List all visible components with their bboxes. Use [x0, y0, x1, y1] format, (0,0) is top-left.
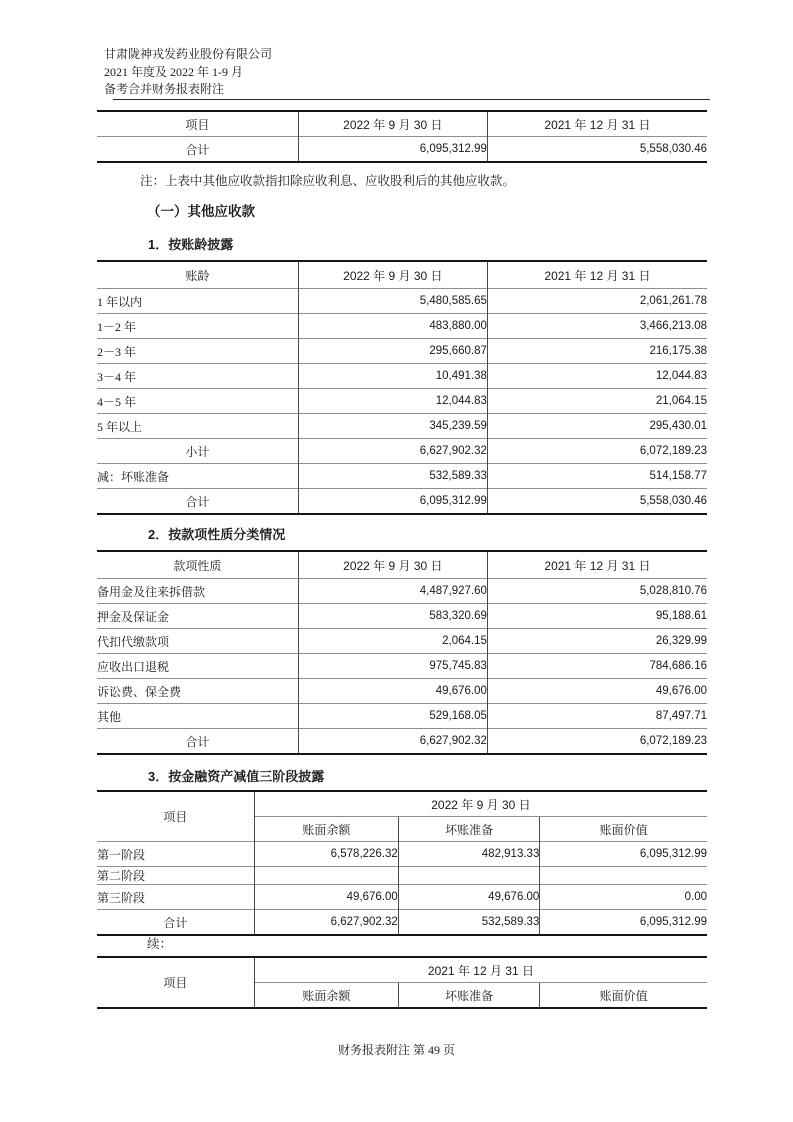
- stages-header-row-1: [97, 791, 707, 817]
- row-label: 4－5 年: [97, 389, 298, 414]
- row-baddebt: [398, 867, 540, 885]
- stages-table: [97, 790, 707, 936]
- continuation-date-header: 2021 年 12 月 31 日: [254, 957, 707, 983]
- summary-col-item: 项目: [185, 117, 210, 132]
- stages-date-header: 2022 年 9 月 30 日: [254, 791, 707, 817]
- row-label: 第一阶段: [97, 842, 254, 867]
- continuation-table: [97, 956, 707, 1009]
- stages-col-balance: 账面余额: [254, 817, 398, 842]
- row-value-2021: 216,175.38: [487, 339, 707, 364]
- row-value-2021: 21,064.15: [487, 389, 707, 414]
- row-value-2021: 3,466,213.08: [487, 314, 707, 339]
- row-value-2021: 6,072,189.23: [487, 439, 707, 464]
- continuation-header-row-1: [97, 957, 707, 983]
- row-label: 备用金及往来拆借款: [97, 579, 298, 604]
- row-label: 第三阶段: [97, 885, 254, 910]
- row-value-2022: 49,676.00: [298, 679, 487, 704]
- nature-col-2022: 2022 年 9 月 30 日: [298, 551, 487, 579]
- summary-total-row: [97, 137, 707, 163]
- summary-col-2021: 2021 年 12 月 31 日: [487, 111, 707, 137]
- aging-header-row: [97, 261, 707, 289]
- row-bookvalue: 0.00: [540, 885, 707, 910]
- row-value-2021: 6,072,189.23: [487, 729, 707, 755]
- row-value-2021: 5,558,030.46: [487, 489, 707, 515]
- letterhead: [104, 46, 272, 99]
- continuation-col-balance: 账面余额: [254, 983, 398, 1009]
- row-bookvalue: 6,095,312.99: [540, 910, 707, 936]
- aging-col-2021: 2021 年 12 月 31 日: [487, 261, 707, 289]
- table-row: [97, 289, 707, 314]
- row-value-2021: 49,676.00: [487, 679, 707, 704]
- continuation-col-item: 项目: [163, 976, 188, 990]
- row-value-2022: 12,044.83: [298, 389, 487, 414]
- table-row: [97, 629, 707, 654]
- row-bookvalue: 6,095,312.99: [540, 842, 707, 867]
- row-baddebt: 49,676.00: [398, 885, 540, 910]
- row-balance: 49,676.00: [254, 885, 398, 910]
- nature-header-row: [97, 551, 707, 579]
- row-label: 诉讼费、保全费: [97, 679, 298, 704]
- row-value-2021: 87,497.71: [487, 704, 707, 729]
- continuation-col-bookvalue: 账面价值: [540, 983, 707, 1009]
- section-title: （一）其他应收款: [147, 204, 255, 219]
- row-value-2021: 295,430.01: [487, 414, 707, 439]
- row-label: 其他: [97, 704, 298, 729]
- table-row: [97, 679, 707, 704]
- table-row: [97, 842, 707, 867]
- row-value-2021: 514,158.77: [487, 464, 707, 489]
- table-row: [97, 654, 707, 679]
- row-value-2022: 583,320.69: [298, 604, 487, 629]
- continuation-col-baddebt: 坏账准备: [398, 983, 540, 1009]
- row-balance: 6,578,226.32: [254, 842, 398, 867]
- row-value-2022: 6,627,902.32: [298, 439, 487, 464]
- table-row: [97, 464, 707, 489]
- document-title: 备考合并财务报表附注: [104, 82, 225, 96]
- nature-col-2021: 2021 年 12 月 31 日: [487, 551, 707, 579]
- total-row: [97, 729, 707, 755]
- row-value-2021: 95,188.61: [487, 604, 707, 629]
- subtotal-row: [97, 439, 707, 464]
- row-label: 5 年以上: [97, 414, 298, 439]
- row-label: 1－2 年: [97, 314, 298, 339]
- row-value-2022: 529,168.05: [298, 704, 487, 729]
- row-value-2022: 975,745.83: [298, 654, 487, 679]
- summary-table: [97, 110, 707, 163]
- row-label: 合计: [97, 729, 298, 755]
- table-row: [97, 414, 707, 439]
- table-row: [97, 867, 707, 885]
- row-value-2021: 784,686.16: [487, 654, 707, 679]
- row-label: 合计: [97, 489, 298, 515]
- row-value-2021: 5,028,810.76: [487, 579, 707, 604]
- nature-table: [97, 550, 707, 755]
- row-value-2022: 6,095,312.99: [298, 489, 487, 515]
- stages-col-item: 项目: [163, 810, 188, 824]
- table-row: [97, 364, 707, 389]
- summary-total-2022: 6,095,312.99: [298, 137, 487, 163]
- row-balance: [254, 867, 398, 885]
- row-value-2022: 345,239.59: [298, 414, 487, 439]
- row-value-2022: 295,660.87: [298, 339, 487, 364]
- table-row: [97, 314, 707, 339]
- row-value-2022: 483,880.00: [298, 314, 487, 339]
- aging-title: 1．按账龄披露: [148, 237, 234, 252]
- row-bookvalue: [540, 867, 707, 885]
- table-row: [97, 339, 707, 364]
- stages-col-baddebt: 坏账准备: [398, 817, 540, 842]
- row-label: 合计: [97, 910, 254, 936]
- row-value-2022: 5,480,585.65: [298, 289, 487, 314]
- report-period: 2021 年度及 2022 年 1-9 月: [104, 64, 243, 79]
- row-value-2022: 6,627,902.32: [298, 729, 487, 755]
- continuation-label: 续：: [147, 937, 173, 951]
- nature-title: 2．按款项性质分类情况: [148, 527, 286, 542]
- row-value-2022: 532,589.33: [298, 464, 487, 489]
- stages-col-bookvalue: 账面价值: [540, 817, 707, 842]
- row-value-2021: 12,044.83: [487, 364, 707, 389]
- row-label: 3－4 年: [97, 364, 298, 389]
- header-divider: [113, 99, 710, 100]
- summary-col-2022: 2022 年 9 月 30 日: [298, 111, 487, 137]
- row-label: 押金及保证金: [97, 604, 298, 629]
- table-row: [97, 389, 707, 414]
- summary-header-row: [97, 111, 707, 137]
- row-label: 第二阶段: [97, 867, 254, 885]
- row-label: 代扣代缴款项: [97, 629, 298, 654]
- row-value-2021: 26,329.99: [487, 629, 707, 654]
- row-value-2021: 2,061,261.78: [487, 289, 707, 314]
- row-label: 小计: [97, 439, 298, 464]
- table-row: [97, 604, 707, 629]
- nature-col-label: 款项性质: [173, 558, 222, 573]
- aging-col-label: 账龄: [185, 268, 210, 283]
- row-label: 1 年以内: [97, 289, 298, 314]
- table-row: [97, 579, 707, 604]
- row-label: 应收出口退税: [97, 654, 298, 679]
- row-label: 减：坏账准备: [97, 464, 298, 489]
- company-name: 甘肃陇神戎发药业股份有限公司: [104, 47, 273, 61]
- total-row: [97, 489, 707, 515]
- row-label: 2－3 年: [97, 339, 298, 364]
- table-row: [97, 885, 707, 910]
- row-value-2022: 10,491.38: [298, 364, 487, 389]
- summary-total-2021: 5,558,030.46: [487, 137, 707, 163]
- row-value-2022: 4,487,927.60: [298, 579, 487, 604]
- aging-table: [97, 260, 707, 515]
- stages-title: 3．按金融资产减值三阶段披露: [148, 769, 325, 784]
- total-row: [97, 910, 707, 936]
- row-value-2022: 2,064.15: [298, 629, 487, 654]
- aging-col-2022: 2022 年 9 月 30 日: [298, 261, 487, 289]
- table-row: [97, 704, 707, 729]
- summary-total-label: 合计: [97, 137, 298, 163]
- row-baddebt: 482,913.33: [398, 842, 540, 867]
- row-baddebt: 532,589.33: [398, 910, 540, 936]
- row-balance: 6,627,902.32: [254, 910, 398, 936]
- page-footer: 财务报表附注 第 49 页: [337, 1043, 455, 1057]
- note-text: 注：上表中其他应收款指扣除应收利息、应收股利后的其他应收款。: [140, 174, 516, 188]
